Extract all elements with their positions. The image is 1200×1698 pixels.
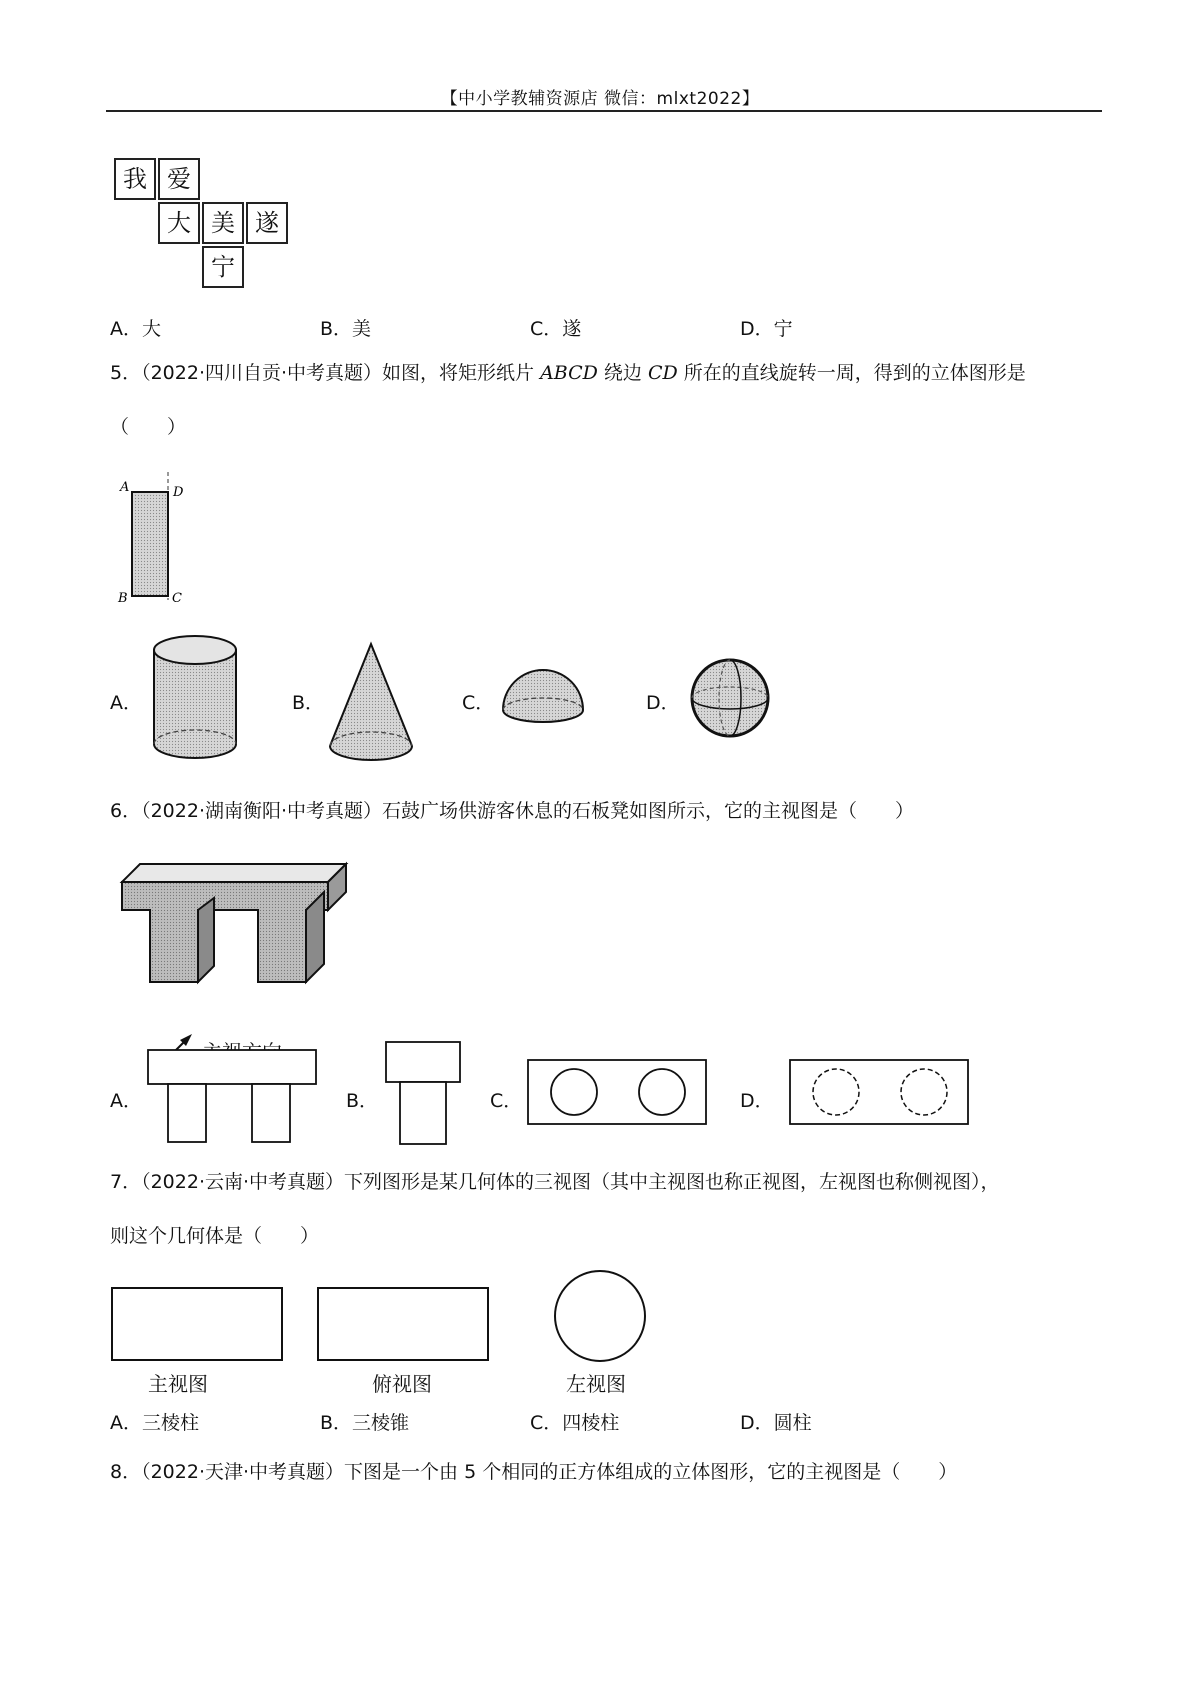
vertex-label-a: A xyxy=(120,480,130,495)
q6-option-c-figure[interactable] xyxy=(526,1058,710,1128)
sphere-shape[interactable] xyxy=(688,656,772,740)
q5-option-c-label[interactable]: C． xyxy=(462,692,495,714)
vertex-label-b: B xyxy=(118,591,128,606)
q6-option-a-figure[interactable] xyxy=(146,1048,320,1148)
q4-option-a[interactable]: A．大 xyxy=(110,318,162,340)
q6-option-a-label[interactable]: A． xyxy=(110,1090,142,1112)
left-view-caption: 左视图 xyxy=(566,1372,626,1396)
q6-option-c-label[interactable]: C． xyxy=(490,1090,523,1112)
q4-option-b[interactable]: B．美 xyxy=(320,318,372,340)
net-cell: 美 xyxy=(202,202,244,244)
cone-shape[interactable] xyxy=(326,640,416,764)
front-view-caption: 主视图 xyxy=(148,1372,208,1396)
q7-stem-line2: 则这个几何体是（ ） xyxy=(110,1225,320,1247)
q5-option-b-label[interactable]: B． xyxy=(292,692,325,714)
q8-stem: 8．（2022·天津·中考真题）下图是一个由 5 个相同的正方体组成的立体图形，它的主视图是（ ） xyxy=(110,1461,958,1483)
q5-answer-paren: （ ） xyxy=(110,416,187,438)
q6-option-d-figure[interactable] xyxy=(788,1058,972,1128)
hemisphere-shape[interactable] xyxy=(500,664,586,728)
top-view-caption: 俯视图 xyxy=(372,1372,432,1396)
q4-option-d[interactable]: D．宁 xyxy=(740,318,793,340)
net-cell: 爱 xyxy=(158,158,200,200)
header-rule xyxy=(106,110,1102,112)
q6-option-b-label[interactable]: B． xyxy=(346,1090,379,1112)
net-cell: 我 xyxy=(114,158,156,200)
cube-net xyxy=(114,158,294,288)
page-header: 【中小学教辅资源店 微信：mlxt2022】 xyxy=(440,89,760,109)
left-view-circle xyxy=(552,1268,648,1364)
vertex-label-d: D xyxy=(173,485,184,500)
q7-stem: 7．（2022·云南·中考真题）下列图形是某几何体的三视图（其中主视图也称正视图，左视图也称侧视图）， xyxy=(110,1171,1000,1193)
q5-option-a-label[interactable]: A． xyxy=(110,692,142,714)
q7-option-b[interactable]: B．三棱锥 xyxy=(320,1412,410,1434)
front-view-rectangle xyxy=(110,1286,286,1364)
q4-option-c[interactable]: C．遂 xyxy=(530,318,582,340)
stone-bench-figure xyxy=(118,858,358,1008)
vertex-label-c: C xyxy=(172,591,182,606)
q6-stem: 6．（2022·湖南衡阳·中考真题）石鼓广场供游客休息的石板凳如图所示，它的主视图是（ ） xyxy=(110,800,915,822)
q7-option-c[interactable]: C．四棱柱 xyxy=(530,1412,620,1434)
q6-option-b-figure[interactable] xyxy=(384,1040,464,1148)
q6-option-d-label[interactable]: D． xyxy=(740,1090,774,1112)
q5-rectangle-figure xyxy=(116,470,196,610)
net-cell: 宁 xyxy=(202,246,244,288)
net-cell: 遂 xyxy=(246,202,288,244)
cylinder-shape[interactable] xyxy=(150,632,240,764)
q5-stem: 5．（2022·四川自贡·中考真题）如图，将矩形纸片 ABCD 绕边 CD 所在的直线旋转一周，得到的立体图形是 xyxy=(110,362,1026,384)
top-view-rectangle xyxy=(316,1286,492,1364)
q7-option-a[interactable]: A．三棱柱 xyxy=(110,1412,200,1434)
net-cell: 大 xyxy=(158,202,200,244)
q7-option-d[interactable]: D．圆柱 xyxy=(740,1412,812,1434)
q5-option-d-label[interactable]: D． xyxy=(646,692,680,714)
